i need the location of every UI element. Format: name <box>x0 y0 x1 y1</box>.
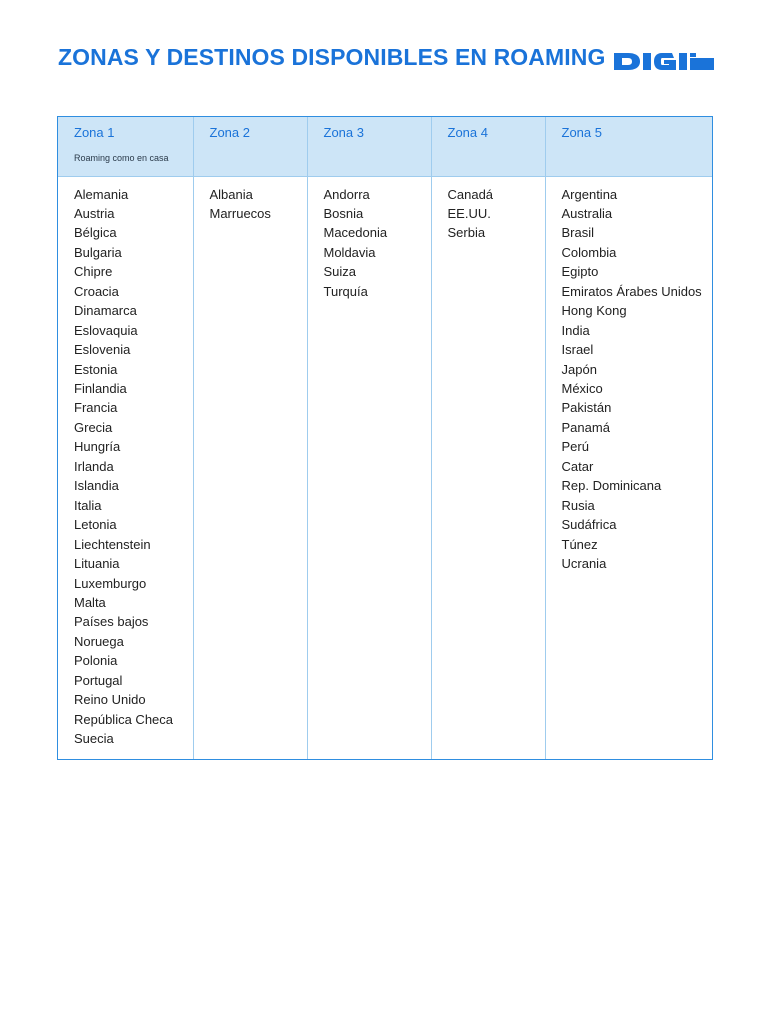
country-item: Portugal <box>74 672 123 688</box>
country-item: Francia <box>74 400 118 416</box>
country-item: Canadá <box>447 186 494 202</box>
country-item: Países bajos <box>74 614 149 630</box>
country-item: Macedonia <box>323 225 388 241</box>
country-item: Islandia <box>74 478 119 494</box>
country-item: Alemania <box>74 186 129 202</box>
zone-4-name: Zona 4 <box>447 125 488 140</box>
zone-1-countries <box>58 176 193 759</box>
digi-logo <box>614 52 714 71</box>
zone-4-country-list <box>448 185 545 243</box>
country-item: Eslovenia <box>74 342 131 358</box>
country-item: Grecia <box>74 419 113 435</box>
page-title: ZONAS Y DESTINOS DISPONIBLES EN ROAMING <box>58 44 606 70</box>
country-item: Emiratos Árabes Unidos <box>561 283 702 299</box>
zone-5-countries <box>545 176 712 759</box>
country-item: Letonia <box>74 517 117 533</box>
country-item: Catar <box>561 458 594 474</box>
zone-1-subtitle: Roaming como en casa <box>74 153 169 163</box>
zones-table <box>57 116 713 760</box>
country-item: Hong Kong <box>561 303 627 319</box>
country-item: Estonia <box>74 361 118 377</box>
zone-1-country-list <box>74 185 193 749</box>
country-item: Lituania <box>74 556 120 572</box>
zone-3-country-list <box>324 185 431 302</box>
zone-5-name: Zona 5 <box>561 125 602 140</box>
country-item: Moldavia <box>323 244 376 260</box>
country-item: Liechtenstein <box>74 536 151 552</box>
zone-3-name: Zona 3 <box>323 125 364 140</box>
table-header-row <box>58 117 712 176</box>
country-item: Panamá <box>561 419 610 435</box>
country-item: Serbia <box>447 225 486 241</box>
country-item: Croacia <box>74 283 119 299</box>
country-item: EE.UU. <box>447 205 491 221</box>
zone-3-header <box>307 117 431 176</box>
country-item: Luxemburgo <box>74 575 147 591</box>
zone-5-country-list <box>562 185 713 574</box>
country-item: Bulgaria <box>74 244 122 260</box>
zone-1-header <box>58 117 193 176</box>
country-item: Ucrania <box>561 556 607 572</box>
country-item: Israel <box>561 342 594 358</box>
country-item: Japón <box>561 361 597 377</box>
zone-2-header <box>193 117 307 176</box>
country-item: Reino Unido <box>74 692 146 708</box>
country-item: Marruecos <box>209 205 271 221</box>
country-item: Suiza <box>323 264 357 280</box>
country-item: República Checa <box>74 711 174 727</box>
country-item: Colombia <box>561 244 617 260</box>
country-item: Rusia <box>561 497 595 513</box>
zone-2-country-list <box>210 185 307 224</box>
country-item: Egipto <box>561 264 599 280</box>
country-item: Noruega <box>74 633 124 649</box>
country-item: Argentina <box>561 186 618 202</box>
zone-2-countries <box>193 176 307 759</box>
table-body-row <box>58 176 712 759</box>
country-item: Túnez <box>561 536 598 552</box>
country-item: Perú <box>561 439 589 455</box>
country-item: Dinamarca <box>74 303 137 319</box>
country-item: Finlandia <box>74 381 127 397</box>
country-item: Italia <box>74 497 102 513</box>
country-item: Polonia <box>74 653 118 669</box>
zone-4-header <box>431 117 545 176</box>
country-item: Andorra <box>323 186 370 202</box>
country-item: Bosnia <box>323 205 364 221</box>
country-item: Eslovaquia <box>74 322 138 338</box>
country-item: Albania <box>209 186 253 202</box>
zone-2-name: Zona 2 <box>209 125 250 140</box>
country-item: Chipre <box>74 264 113 280</box>
country-item: Austria <box>74 205 115 221</box>
zone-5-header <box>545 117 712 176</box>
country-item: Irlanda <box>74 458 114 474</box>
country-item: Sudáfrica <box>561 517 617 533</box>
zone-3-countries <box>307 176 431 759</box>
zone-4-countries <box>431 176 545 759</box>
country-item: Hungría <box>74 439 121 455</box>
country-item: Malta <box>74 595 106 611</box>
country-item: Australia <box>561 205 613 221</box>
country-item: México <box>561 381 603 397</box>
zone-1-name: Zona 1 <box>74 125 115 140</box>
country-item: Rep. Dominicana <box>561 478 662 494</box>
country-item: India <box>561 322 590 338</box>
country-item: Turquía <box>323 283 368 299</box>
country-item: Bélgica <box>74 225 117 241</box>
country-item: Pakistán <box>561 400 612 416</box>
country-item: Suecia <box>74 731 114 747</box>
country-item: Brasil <box>561 225 595 241</box>
